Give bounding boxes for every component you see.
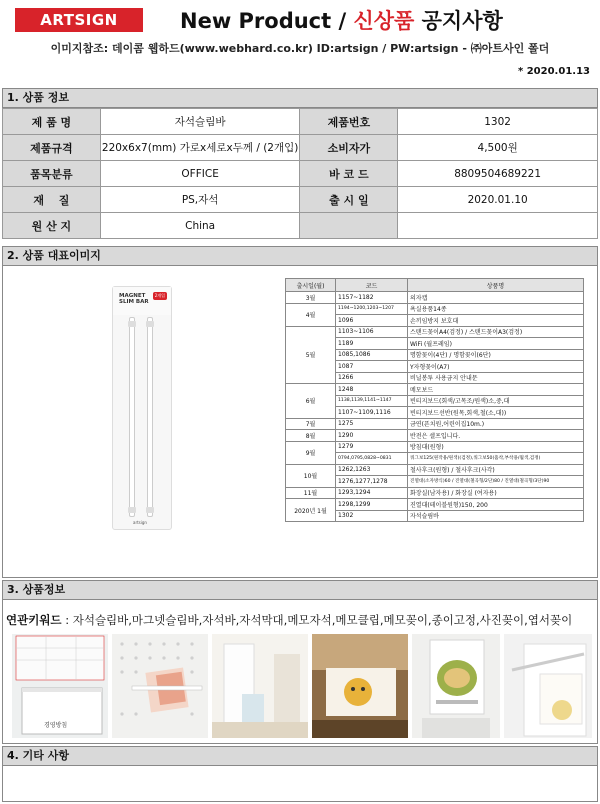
package-title <box>119 293 149 305</box>
info-label: 바 코 드 <box>300 161 398 187</box>
notice-date: * 2020.01.13 <box>518 66 590 77</box>
product-code: 1298,1299 <box>336 499 408 511</box>
product-code: 1279 <box>336 441 408 453</box>
info-label: 소비자가 <box>300 135 398 161</box>
product-name: 메모보드 <box>408 384 584 396</box>
section-product-info-header: 1. 상품 정보 <box>2 88 598 108</box>
magnet-bar-right <box>147 317 153 517</box>
info-row <box>3 213 598 239</box>
package-badge: 2개입 <box>154 293 165 298</box>
photo-kids-room <box>312 634 408 738</box>
product-code: 0794,0795,0828~0831 <box>336 453 408 465</box>
title-prefix: New Product / <box>180 9 354 33</box>
product-code: 1275 <box>336 418 408 430</box>
product-code: 1302 <box>336 510 408 522</box>
info-value: OFFICE <box>100 161 300 187</box>
package-title-line2: SLIM BAR <box>119 299 149 305</box>
info-label <box>300 213 398 239</box>
code-table-header: 코드 <box>336 279 408 292</box>
bar-cap <box>128 507 136 513</box>
product-name: 빈티지보드선반(원목,회색,철(소,대)) <box>408 407 584 419</box>
release-month: 6월 <box>286 384 336 419</box>
product-code: 1293,1294 <box>336 487 408 499</box>
product-code: 1107~1109,1116 <box>336 407 408 419</box>
product-name: 화장실(남자용) / 화장실 (여자용) <box>408 487 584 499</box>
product-code: 1290 <box>336 430 408 442</box>
title-red: 신상품 <box>353 9 415 33</box>
photo-pegboard <box>112 634 208 738</box>
product-info-table <box>2 108 598 239</box>
product-name: 금연(픈치원,어린이집10m.) <box>408 418 584 430</box>
table-row <box>286 464 584 476</box>
section-etc-header: 4. 기타 사항 <box>2 746 598 766</box>
product-name: 진열대(테이블원형)150, 200 <box>408 499 584 511</box>
product-name: WiFi (월프레임) <box>408 338 584 350</box>
keyword-list: : 자석슬림바,마그넷슬림바,자석바,자석막대,메모자석,메모클립,메모꽂이,종이고정,사진꽂이,엽서꽂이 <box>61 613 573 627</box>
keyword-label: 연관키워드 <box>6 613 62 627</box>
info-value: 자석슬림바 <box>100 109 300 135</box>
page-title <box>180 5 503 35</box>
product-name: 철사후크(원형) / 철사후크(사각) <box>408 464 584 476</box>
info-value <box>398 213 598 239</box>
product-code: 1189 <box>336 338 408 350</box>
table-row <box>286 326 584 338</box>
keyword-line <box>6 612 572 628</box>
info-row <box>3 135 598 161</box>
table-row <box>286 303 584 315</box>
package-brand: artsign <box>133 520 147 525</box>
product-code: 1266 <box>336 372 408 384</box>
info-label: 제 품 명 <box>3 109 101 135</box>
product-name: 명함꽂이(4단) / 명함꽂이(6단) <box>408 349 584 361</box>
photo-card-holder <box>412 634 500 738</box>
section-detail-header: 3. 상품정보 <box>2 580 598 600</box>
release-month: 11월 <box>286 487 336 499</box>
product-name: Y자형꽂이(A7) <box>408 361 584 373</box>
bar-cap <box>146 321 154 327</box>
table-row <box>286 418 584 430</box>
release-month: 2020년 1월 <box>286 499 336 522</box>
release-month: 9월 <box>286 441 336 464</box>
product-name: 빈티지보드(회색/고목조/원색)소,중,대 <box>408 395 584 407</box>
info-value: 2020.01.10 <box>398 187 598 213</box>
package-title-line1: MAGNET <box>119 293 146 299</box>
info-value: 4,500원 <box>398 135 598 161</box>
product-name: 방침대(원형) <box>408 441 584 453</box>
table-row <box>286 430 584 442</box>
info-label: 재 질 <box>3 187 101 213</box>
product-code: 1085,1086 <box>336 349 408 361</box>
product-name: 스탠드꽂이A4(검정) / 스탠드꽂이A3(검정) <box>408 326 584 338</box>
table-row <box>286 499 584 511</box>
info-label: 제품번호 <box>300 109 398 135</box>
code-table-header: 상품명 <box>408 279 584 292</box>
product-name: 자석슬림바 <box>408 510 584 522</box>
product-code: 1087 <box>336 361 408 373</box>
product-name: 반전은 셀프입니다. <box>408 430 584 442</box>
bar-cap <box>146 507 154 513</box>
header <box>0 0 600 40</box>
product-name: 의자캡 <box>408 292 584 304</box>
product-name: 손끼임방지 보호대 <box>408 315 584 327</box>
product-code: 1194~1200,1203~1207 <box>336 303 408 315</box>
title-suffix: 공지사항 <box>414 9 503 33</box>
info-value: 1302 <box>398 109 598 135</box>
product-name: 비닐봉투 사용금지 안내문 <box>408 372 584 384</box>
section-etc-frame <box>2 766 598 802</box>
product-code: 1276,1277,1278 <box>336 476 408 488</box>
info-value: China <box>100 213 300 239</box>
table-row <box>286 487 584 499</box>
bar-cap <box>128 321 136 327</box>
product-name: 쿼그보125(원작용/원색)(검정),쿼그보50(흡착,부착용/월색,검정) <box>408 453 584 465</box>
product-code: 1157~1182 <box>336 292 408 304</box>
release-month: 3월 <box>286 292 336 304</box>
magnet-bar-left <box>129 317 135 517</box>
release-code-table <box>285 278 584 522</box>
info-row <box>3 109 598 135</box>
release-month: 8월 <box>286 430 336 442</box>
product-code: 1096 <box>336 315 408 327</box>
photo-caption: 경영방침 <box>44 722 68 729</box>
product-code: 1262,1263 <box>336 464 408 476</box>
section-image-header: 2. 상품 대표이미지 <box>2 246 598 266</box>
image-reference-note: 이미지참조: 데이콤 웹하드(www.webhard.co.kr) ID:artsign / PW:artsign - ㈜아트사인 폴더 <box>50 42 550 55</box>
info-label: 제품규격 <box>3 135 101 161</box>
table-row <box>286 384 584 396</box>
product-package-image <box>112 286 172 530</box>
info-value: 8809504689221 <box>398 161 598 187</box>
code-table-header: 출시일(월) <box>286 279 336 292</box>
info-label: 출 시 일 <box>300 187 398 213</box>
photo-shelf <box>212 634 308 738</box>
product-name: 욕실용품14종 <box>408 303 584 315</box>
product-code: 1248 <box>336 384 408 396</box>
product-code: 1138,1139,1141~1147 <box>336 395 408 407</box>
release-month: 10월 <box>286 464 336 487</box>
product-name: 진열대(소자방식)60 / 진열대(철곡형/2단)80 / 진열대(철곡형/3단)90 <box>408 476 584 488</box>
brand-logo: ARTSIGN <box>15 8 143 32</box>
info-label: 품목분류 <box>3 161 101 187</box>
release-month: 5월 <box>286 326 336 384</box>
product-code: 1103~1106 <box>336 326 408 338</box>
photo-fridge <box>504 634 592 738</box>
table-row <box>286 292 584 304</box>
release-month: 4월 <box>286 303 336 326</box>
info-row <box>3 161 598 187</box>
info-label: 원 산 지 <box>3 213 101 239</box>
release-month: 7월 <box>286 418 336 430</box>
info-value: PS,자석 <box>100 187 300 213</box>
info-value: 220x6x7(mm) 가로x세로x두께 / (2개입) <box>100 135 300 161</box>
table-row <box>286 441 584 453</box>
usage-photo-strip <box>12 634 592 738</box>
info-row <box>3 187 598 213</box>
